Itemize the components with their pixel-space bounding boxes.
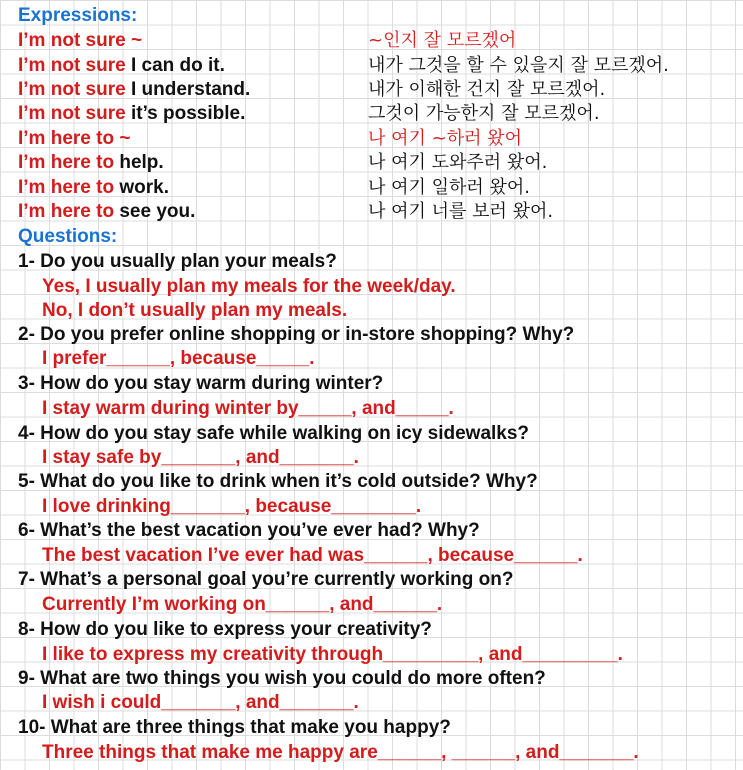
answer-8: I like to express my creativity through_________, and_________. xyxy=(42,644,623,665)
expression-phrase: I’m here to ~ xyxy=(18,128,131,149)
question-8: 8- How do you like to express your creativity? xyxy=(18,619,432,640)
expression-translation: 나 여기 너를 보러 왔어. xyxy=(368,201,554,222)
expression-row xyxy=(18,128,130,150)
expression-row xyxy=(18,201,195,223)
question-9: 9- What are two things you wish you could do more often? xyxy=(18,668,546,689)
expression-phrase: I’m here to xyxy=(18,201,115,222)
expression-example: see you. xyxy=(114,201,196,222)
question-7: 7- What’s a personal goal you’re currently working on? xyxy=(18,569,514,590)
expression-row xyxy=(18,30,142,52)
expression-phrase: I’m here to xyxy=(18,152,115,173)
expression-phrase: I’m not sure xyxy=(18,55,126,76)
expression-row xyxy=(18,177,169,199)
expression-translation: 내가 그것을 할 수 있을지 잘 모르겠어. xyxy=(368,55,669,76)
answer-3: I stay warm during winter by_____, and_____. xyxy=(42,398,454,419)
questions-title: Questions: xyxy=(18,226,118,247)
expression-row xyxy=(18,152,164,174)
expression-phrase: I’m not sure xyxy=(18,79,126,100)
expression-translation: 나 여기 도와주러 왔어. xyxy=(368,152,548,173)
expression-phrase: I’m not sure ~ xyxy=(18,30,143,51)
answer-9: I wish i could_______, and_______. xyxy=(42,692,359,713)
question-5: 5- What do you like to drink when it’s cold outside? Why? xyxy=(18,471,538,492)
expression-translation: 나 여기 ~하러 왔어 xyxy=(368,128,522,149)
answer-10: Three things that make me happy are______, ______, and_______. xyxy=(42,742,639,763)
answer-7: Currently I’m working on______, and______. xyxy=(42,594,443,615)
answer-5: I love drinking_______, because________. xyxy=(42,496,422,517)
answer-1a: Yes, I usually plan my meals for the week/day. xyxy=(42,276,456,297)
answer-1b: No, I don’t usually plan my meals. xyxy=(42,300,348,321)
expression-translation: 내가 이해한 건지 잘 모르겠어. xyxy=(368,79,606,100)
expression-phrase: I’m here to xyxy=(18,177,115,198)
expression-example: I can do it. xyxy=(125,55,225,76)
question-1: 1- Do you usually plan your meals? xyxy=(18,251,337,272)
answer-4: I stay safe by_______, and_______. xyxy=(42,447,359,468)
question-2: 2- Do you prefer online shopping or in-store shopping? Why? xyxy=(18,324,575,345)
expression-translation: 그것이 가능한지 잘 모르겠어. xyxy=(368,103,600,124)
expression-phrase: I’m not sure xyxy=(18,103,126,124)
question-4: 4- How do you stay safe while walking on icy sidewalks? xyxy=(18,423,530,444)
expressions-title: Expressions: xyxy=(18,5,138,26)
expression-row xyxy=(18,103,245,125)
question-3: 3- How do you stay warm during winter? xyxy=(18,373,384,394)
expression-row xyxy=(18,79,250,101)
answer-6: The best vacation I’ve ever had was______, because______. xyxy=(42,545,583,566)
expression-translation: 나 여기 일하러 왔어. xyxy=(368,177,530,198)
question-6: 6- What’s the best vacation you’ve ever had? Why? xyxy=(18,520,480,541)
question-10: 10- What are three things that make you happy? xyxy=(18,717,451,738)
expression-row xyxy=(18,55,225,77)
answer-2: I prefer______, because_____. xyxy=(42,348,315,369)
expression-translation: ~인지 잘 모르겠어 xyxy=(368,30,517,51)
expression-example: help. xyxy=(114,152,164,173)
expression-example: work. xyxy=(114,177,169,198)
expression-example: I understand. xyxy=(125,79,251,100)
expression-example: it’s possible. xyxy=(125,103,246,124)
